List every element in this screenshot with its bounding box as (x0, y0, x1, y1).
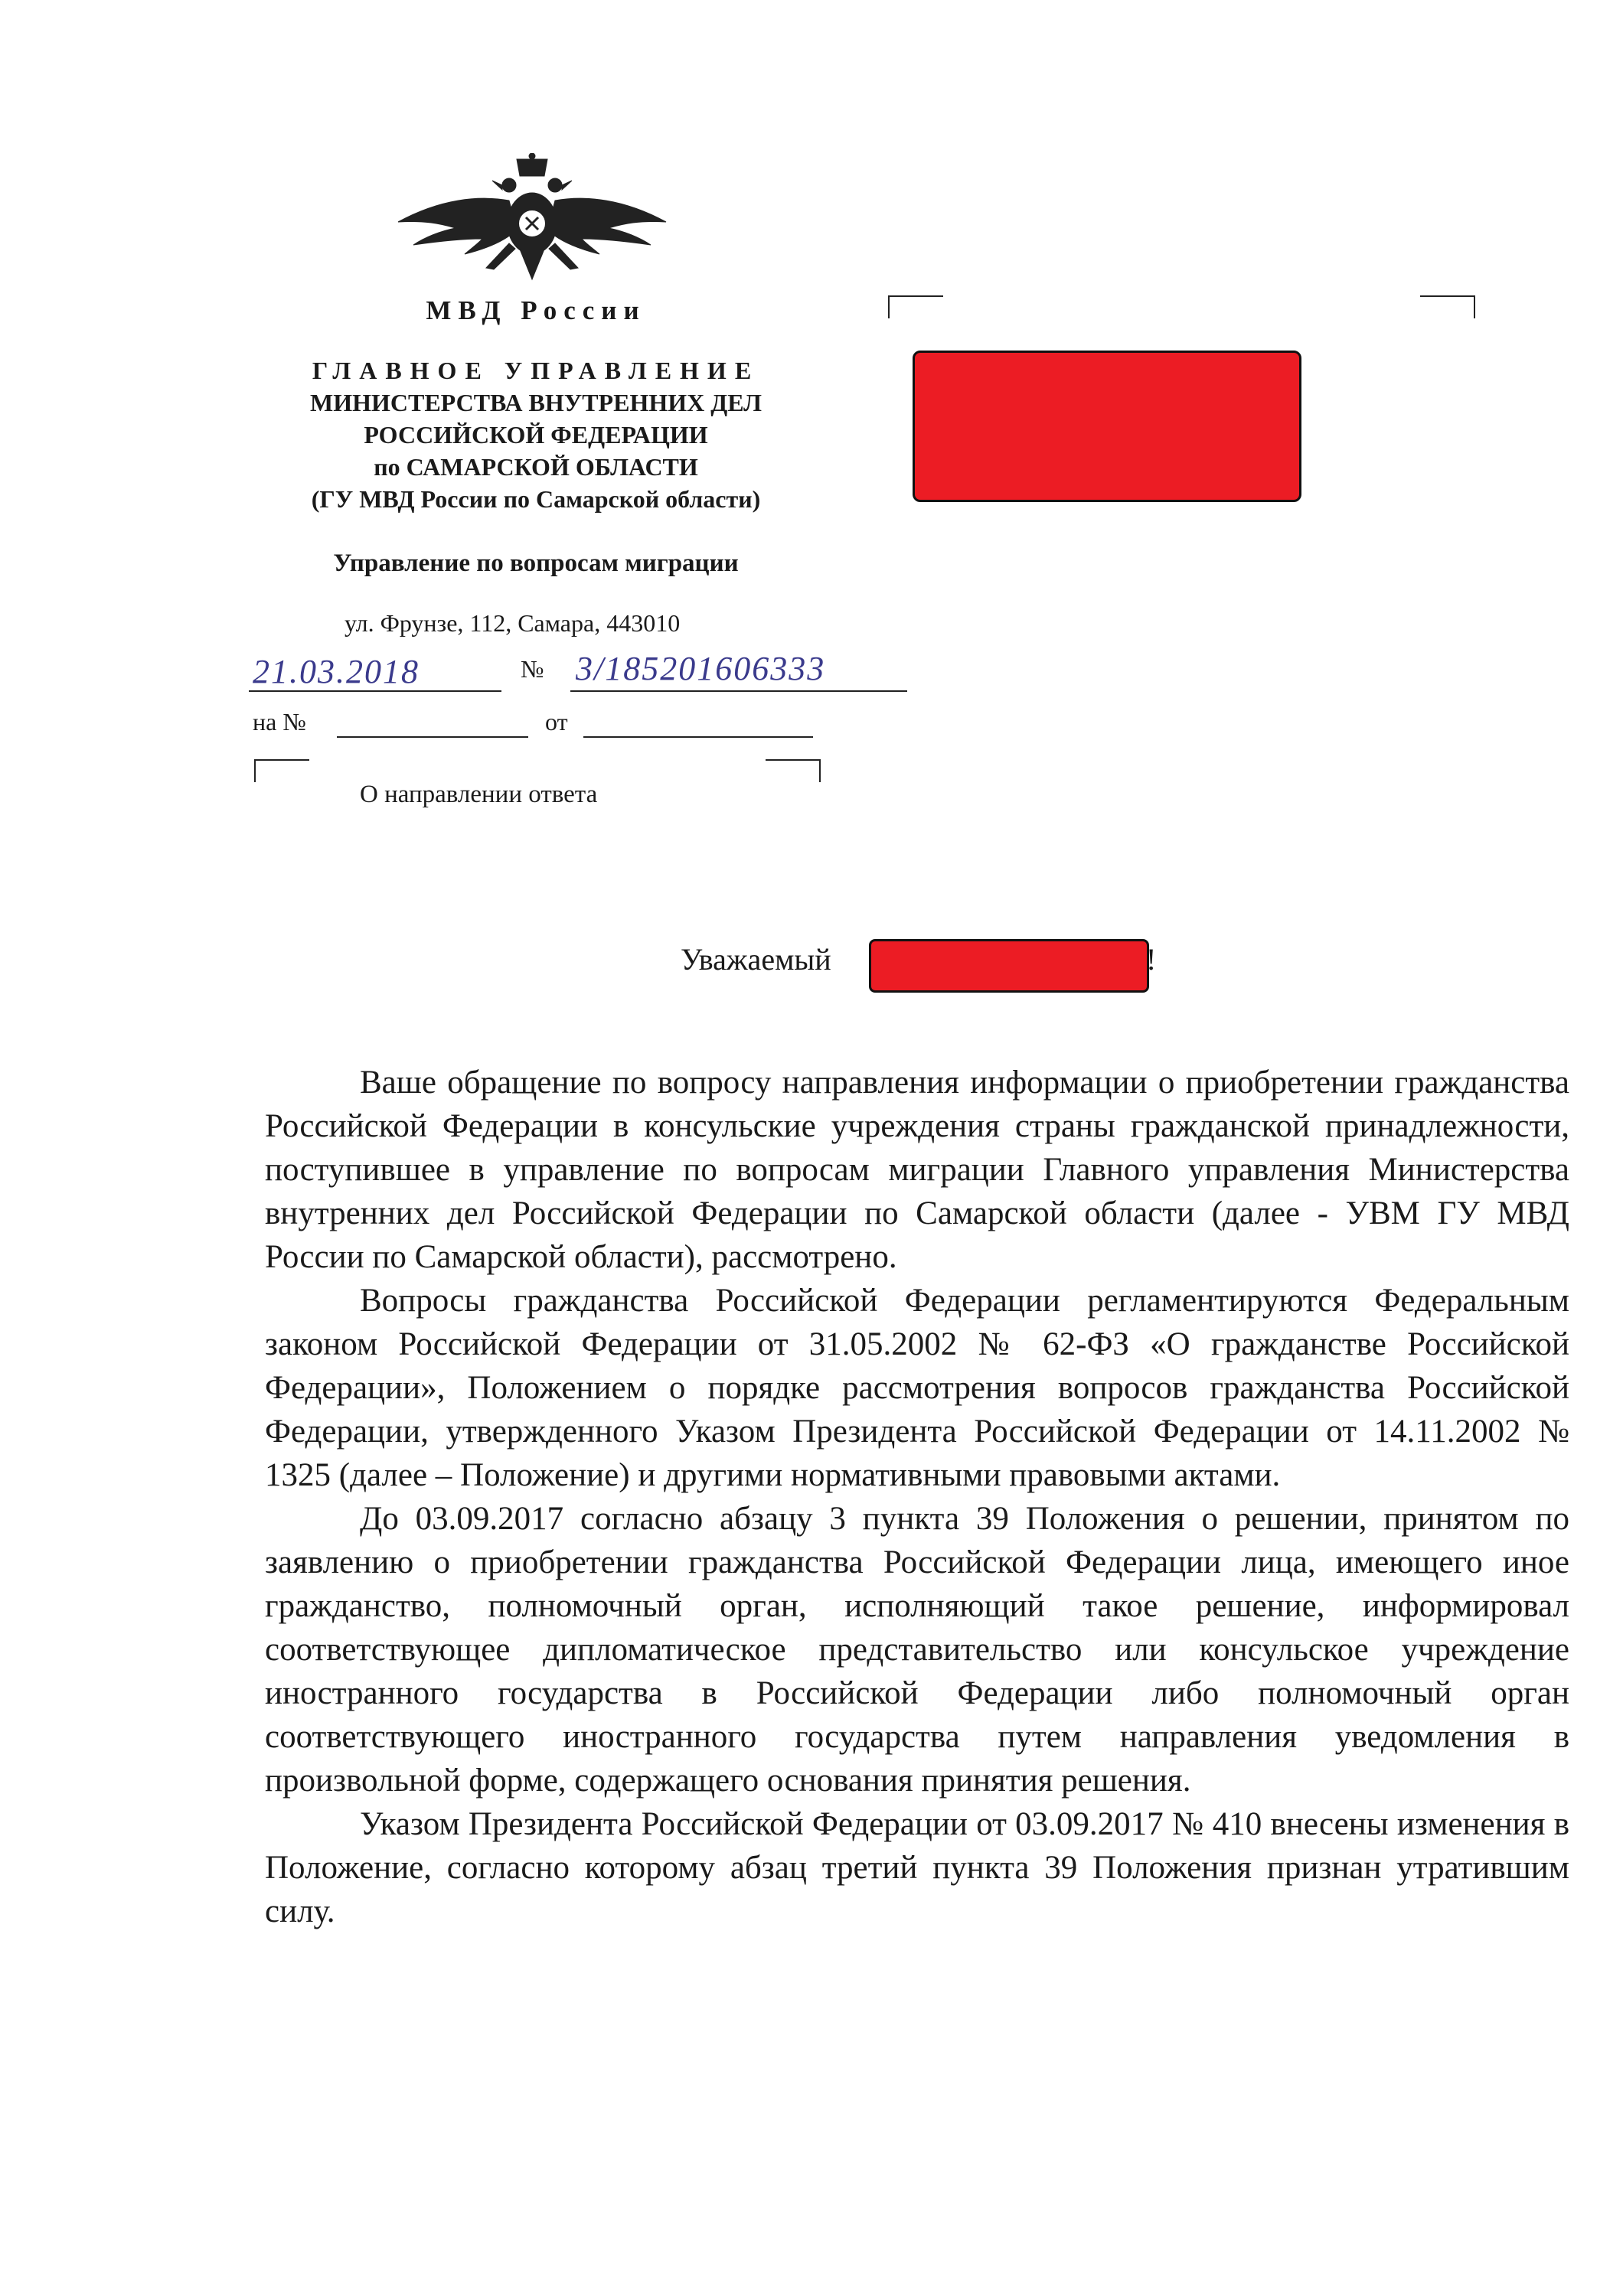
redacted-addressee-block (913, 351, 1301, 502)
body-paragraph-2: Вопросы гражданства Российской Федерации регламентируются Федеральным законом Российской Федерации от 31.05.2002 № 62-ФЗ «О гражданстве Российской Федерации», Положением о порядке рассмотрения вопросов гражданства Российской Федерации, утвержденного Указом Президента Российской Федерации от 14.11.2002 № 1325 (далее – Положение) и другими нормативными правовыми актами. (265, 1283, 1569, 1493)
letterhead-line-2: МИНИСТЕРСТВА ВНУТРЕННИХ ДЕЛ (309, 389, 762, 416)
body-paragraph-3: До 03.09.2017 согласно абзацу 3 пункта 39 Положения о решении, принятом по заявлению о приобретении гражданства Российской Федерации лица, имеющего иное гражданство, полномочный орган, исполняющий такое решение, информировал соответствующее дипломатическое представительство или консульское учреждение иностранного государства в Российской Федерации либо полномочный орган соответствующего иностранного государства путем направления уведомления в произвольной форме, содержащего основания принятия решения. (265, 1501, 1569, 1799)
body-paragraph-4: Указом Президента Российской Федерации от 03.09.2017 № 410 внесены изменения в Положение, согласно которому абзац третий пункта 39 Положения признан утратившим силу. (265, 1806, 1569, 1929)
org-address: ул. Фрунзе, 112, Самара, 443010 (345, 609, 681, 637)
letterhead-line-3: РОССИЙСКОЙ ФЕДЕРАЦИИ (364, 421, 708, 448)
subject-corner-right (766, 759, 821, 782)
greeting-salutation: Уважаемый (681, 942, 831, 977)
addressee-corner-top-left (888, 295, 943, 318)
org-short-name: МВД России (426, 295, 646, 325)
date-underline (249, 690, 501, 692)
from-label: от (545, 708, 568, 735)
department-name: Управление по вопросам миграции (333, 550, 739, 577)
reply-to-label: на № (253, 708, 306, 735)
letterhead-line-4: по САМАРСКОЙ ОБЛАСТИ (374, 453, 698, 481)
reply-to-underline (337, 736, 528, 738)
redacted-recipient-name (869, 939, 1149, 993)
number-underline (570, 690, 907, 692)
body-paragraph-1: Ваше обращение по вопросу направления информации о приобретении гражданства Российской Федерации в консульские учреждения страны гражданской принадлежности, поступившее в управление по вопросам миграции Главного управления Министерства внутренних дел Российской Федерации по Самарской области (далее - УВМ ГУ МВД России по Самарской области), рассмотрено. (265, 1065, 1569, 1275)
letterhead-line-5: (ГУ МВД России по Самарской области) (311, 485, 761, 513)
subject-corner-left (254, 759, 309, 782)
number-sign: № (521, 655, 544, 683)
double-headed-eagle-emblem (394, 153, 670, 291)
addressee-corner-top-right (1420, 295, 1475, 318)
from-underline (583, 736, 813, 738)
handwritten-date: 21.03.2018 (253, 653, 420, 690)
letter-subject: О направлении ответа (360, 781, 598, 808)
letter-body (265, 1061, 1569, 1933)
letterhead-line-1: ГЛАВНОЕ УПРАВЛЕНИЕ (312, 357, 760, 384)
greeting-exclamation: ! (1146, 942, 1157, 977)
handwritten-number: 3/185201606333 (576, 650, 826, 687)
